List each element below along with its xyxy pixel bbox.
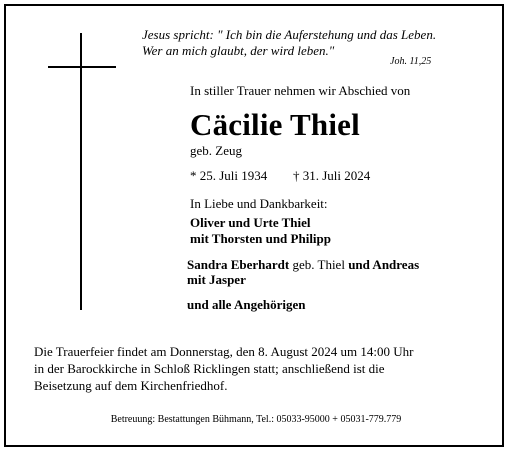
funeral-line-2: in der Barockkirche in Schloß Ricklingen statt; anschließend ist die bbox=[34, 361, 385, 376]
mourner-line-3-partner: und Andreas bbox=[348, 257, 420, 272]
quote-line-2: Wer an mich glaubt, der wird leben." bbox=[142, 43, 335, 58]
mourner-line-4: mit Jasper bbox=[187, 272, 246, 287]
funeral-line-3: Beisetzung auf dem Kirchenfriedhof. bbox=[34, 378, 228, 393]
cross-vertical-bar bbox=[80, 33, 82, 310]
deceased-name: Cäcilie Thiel bbox=[190, 107, 360, 142]
quote-reference: Joh. 11,25 bbox=[390, 56, 432, 67]
funeral-line-1: Die Trauerfeier findet am Donnerstag, den 8. August 2024 um 14:00 Uhr bbox=[34, 344, 414, 359]
mourner-line-5: und alle Angehörigen bbox=[187, 297, 306, 312]
funeral-home-footer: Betreuung: Bestattungen Bühmann, Tel.: 05033-95000 + 05031-779.779 bbox=[110, 414, 402, 425]
obituary-card bbox=[4, 4, 504, 447]
mourner-line-3-birthname: geb. Thiel bbox=[289, 257, 349, 272]
mourners-intro: In Liebe und Dankbarkeit: bbox=[190, 196, 328, 211]
mourner-line-3 bbox=[187, 257, 419, 273]
mourner-line-3-name: Sandra Eberhardt bbox=[187, 257, 290, 272]
intro-text: In stiller Trauer nehmen wir Abschied von bbox=[190, 83, 411, 98]
mourner-line-2: mit Thorsten und Philipp bbox=[190, 231, 332, 246]
mourner-line-1: Oliver und Urte Thiel bbox=[190, 215, 311, 230]
death-date: † 31. Juli 2024 bbox=[293, 168, 371, 183]
birth-name: geb. Zeug bbox=[190, 143, 242, 158]
birth-date: * 25. Juli 1934 bbox=[190, 168, 268, 183]
cross-horizontal-bar bbox=[48, 66, 116, 68]
quote-line-1: Jesus spricht: " Ich bin die Auferstehung und das Leben. bbox=[142, 27, 437, 42]
